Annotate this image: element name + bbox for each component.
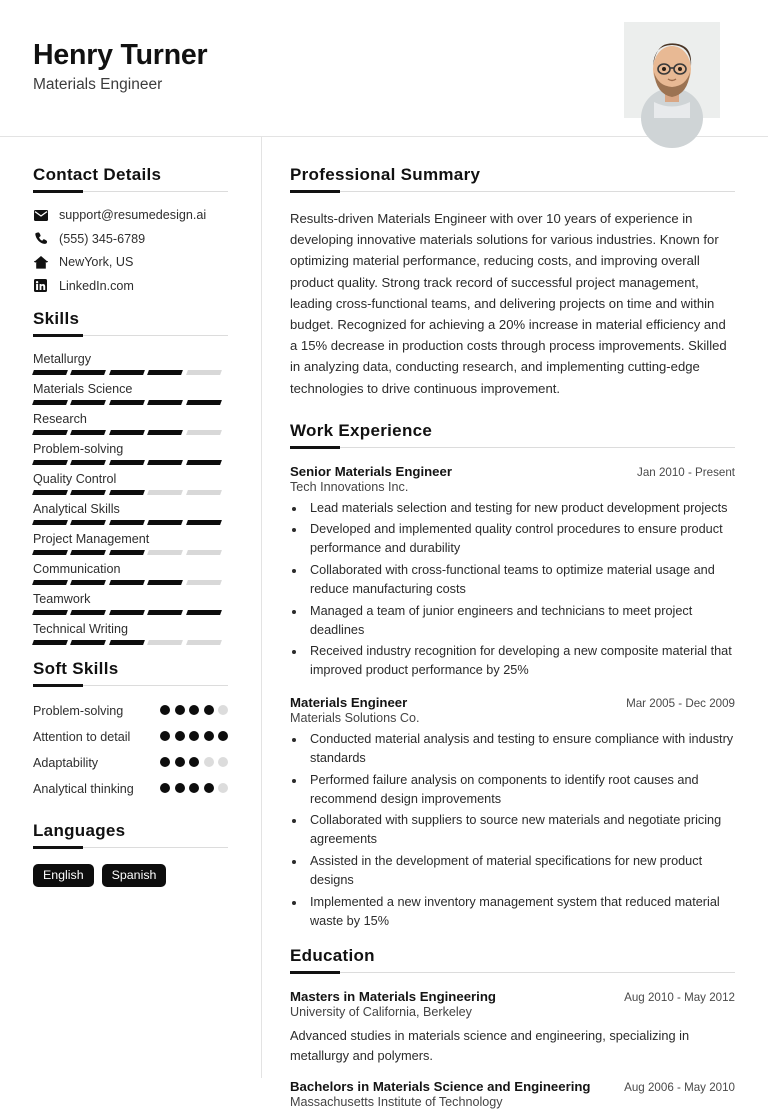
skill-level-bar bbox=[33, 550, 221, 555]
soft-skill-item bbox=[33, 780, 228, 798]
list-item: • Collaborated with cross-functional teams to optimize material usage and reduce manufacturing costs bbox=[306, 561, 735, 599]
section-divider bbox=[290, 972, 735, 973]
degree-title: Masters in Materials Engineering bbox=[290, 988, 496, 1004]
skill-segment bbox=[32, 550, 68, 555]
skill-label: Materials Science bbox=[33, 381, 133, 396]
soft-skill-item bbox=[33, 754, 228, 772]
skill-label: Teamwork bbox=[33, 591, 91, 606]
language-badge: Spanish bbox=[102, 864, 167, 887]
entry-header bbox=[290, 464, 735, 479]
skill-segment bbox=[109, 640, 145, 645]
contact-item-phone[interactable] bbox=[33, 232, 228, 246]
entry-header bbox=[290, 1079, 735, 1094]
soft-skill-rating bbox=[160, 728, 228, 741]
section-divider bbox=[290, 447, 735, 448]
skill-segment bbox=[32, 580, 68, 585]
phone-icon bbox=[33, 232, 48, 246]
section-title: Education bbox=[290, 945, 375, 965]
section-education bbox=[290, 946, 735, 1109]
skill-segment bbox=[186, 550, 222, 555]
list-item: • Collaborated with suppliers to source new materials and negotiate pricing agreements bbox=[306, 811, 735, 849]
rating-dot bbox=[218, 783, 228, 793]
rating-dot bbox=[160, 731, 170, 741]
skill-segment bbox=[70, 520, 106, 525]
skill-segment bbox=[109, 460, 145, 465]
envelope-icon bbox=[33, 208, 48, 222]
skill-segment bbox=[70, 610, 106, 615]
school-name: University of California, Berkeley bbox=[290, 1004, 472, 1019]
rating-dot bbox=[204, 757, 214, 767]
section-divider bbox=[33, 847, 228, 848]
rating-dot bbox=[218, 705, 228, 715]
skill-segment bbox=[186, 640, 222, 645]
skill-segment bbox=[147, 490, 183, 495]
skill-segment bbox=[32, 490, 68, 495]
skill-label: Analytical Skills bbox=[33, 501, 120, 516]
header-subtitle: Materials Engineer bbox=[33, 76, 163, 93]
skill-segment bbox=[186, 400, 222, 405]
rating-dot bbox=[175, 731, 185, 741]
rating-dot bbox=[175, 783, 185, 793]
page-title: Henry Turner bbox=[33, 39, 208, 71]
rating-dot bbox=[160, 705, 170, 715]
skill-segment bbox=[70, 490, 106, 495]
skill-segment bbox=[147, 610, 183, 615]
skill-segment bbox=[147, 370, 183, 375]
list-item: • Received industry recognition for developing a new composite material that improved product performance by 25% bbox=[306, 642, 735, 680]
list-item: • Managed a team of junior engineers and technicians to meet project deadlines bbox=[306, 602, 735, 640]
skill-segment bbox=[186, 580, 222, 585]
language-badge: English bbox=[33, 864, 94, 887]
resume-header bbox=[0, 0, 768, 137]
skill-level-bar bbox=[33, 460, 221, 465]
skill-segment bbox=[109, 550, 145, 555]
skill-level-bar bbox=[33, 520, 221, 525]
experience-entry bbox=[290, 695, 735, 930]
skill-segment bbox=[109, 580, 145, 585]
contact-list bbox=[33, 208, 228, 293]
skill-segment bbox=[147, 580, 183, 585]
skill-level-bar bbox=[33, 370, 221, 375]
skill-item bbox=[33, 592, 228, 615]
skill-level-bar bbox=[33, 430, 221, 435]
skill-segment bbox=[70, 550, 106, 555]
skill-level-bar bbox=[33, 400, 221, 405]
experience-entry bbox=[290, 464, 735, 680]
skill-segment bbox=[147, 640, 183, 645]
section-divider bbox=[33, 335, 228, 336]
rating-dot bbox=[204, 705, 214, 715]
skill-label: Technical Writing bbox=[33, 621, 128, 636]
skill-segment bbox=[109, 610, 145, 615]
skill-level-bar bbox=[33, 610, 221, 615]
section-professional-summary bbox=[290, 165, 735, 399]
skill-segment bbox=[109, 370, 145, 375]
rating-dot bbox=[204, 783, 214, 793]
skill-level-bar bbox=[33, 640, 221, 645]
linkedin-icon bbox=[33, 279, 48, 293]
skill-segment bbox=[32, 460, 68, 465]
skill-segment bbox=[109, 430, 145, 435]
rating-dot bbox=[204, 731, 214, 741]
contact-value: (555) 345-6789 bbox=[59, 231, 146, 246]
skill-segment bbox=[70, 640, 106, 645]
entry-header bbox=[290, 695, 735, 710]
degree-title: Bachelors in Materials Science and Engineering bbox=[290, 1079, 591, 1095]
degree-date-range: Aug 2010 - May 2012 bbox=[624, 990, 735, 1004]
rating-dot bbox=[218, 731, 228, 741]
skill-segment bbox=[32, 370, 68, 375]
company-name: Tech Innovations Inc. bbox=[290, 479, 409, 494]
languages-list bbox=[33, 864, 228, 887]
skill-item bbox=[33, 472, 228, 495]
list-item: • Performed failure analysis on components to identify root causes and recommend design improvements bbox=[306, 771, 735, 809]
degree-date-range: Aug 2006 - May 2010 bbox=[624, 1081, 735, 1095]
skill-segment bbox=[70, 430, 106, 435]
section-work-experience bbox=[290, 421, 735, 931]
soft-skill-label: Analytical thinking bbox=[33, 782, 134, 797]
skill-item bbox=[33, 412, 228, 435]
section-soft-skills bbox=[33, 659, 228, 799]
skill-segment bbox=[32, 400, 68, 405]
responsibility-list bbox=[306, 499, 735, 680]
list-item: • Implemented a new inventory management system that reduced material waste by 15% bbox=[306, 893, 735, 931]
school-name: Massachusetts Institute of Technology bbox=[290, 1095, 503, 1109]
skill-segment bbox=[70, 400, 106, 405]
list-item: • Developed and implemented quality control procedures to ensure product performance and durability bbox=[306, 520, 735, 558]
list-item: • Lead materials selection and testing for new product development projects bbox=[306, 499, 735, 518]
job-date-range: Jan 2010 - Present bbox=[637, 465, 735, 479]
skill-segment bbox=[147, 460, 183, 465]
skill-segment bbox=[147, 550, 183, 555]
home-icon bbox=[33, 255, 48, 269]
skill-segment bbox=[70, 580, 106, 585]
avatar bbox=[624, 22, 720, 118]
soft-skill-label: Adaptability bbox=[33, 756, 99, 770]
contact-item-email[interactable] bbox=[33, 208, 228, 222]
rating-dot bbox=[189, 783, 199, 793]
sidebar-column bbox=[0, 137, 262, 1078]
skill-segment bbox=[109, 490, 145, 495]
job-title: Materials Engineer bbox=[290, 695, 408, 711]
skill-item bbox=[33, 352, 228, 375]
rating-dot bbox=[175, 705, 185, 715]
skill-segment bbox=[32, 640, 68, 645]
skill-label: Communication bbox=[33, 561, 121, 576]
skill-segment bbox=[186, 490, 222, 495]
soft-skill-item bbox=[33, 728, 228, 746]
education-entry bbox=[290, 989, 735, 1066]
rating-dot bbox=[218, 757, 228, 767]
skill-item bbox=[33, 562, 228, 585]
list-item: • Conducted material analysis and testing to ensure compliance with industry standards bbox=[306, 730, 735, 768]
soft-skill-label: Attention to detail bbox=[33, 729, 131, 744]
experience-list bbox=[290, 464, 735, 931]
skill-segment bbox=[186, 610, 222, 615]
skill-segment bbox=[70, 370, 106, 375]
rating-dot bbox=[175, 757, 185, 767]
rating-dot bbox=[189, 731, 199, 741]
responsibility-list bbox=[306, 730, 735, 930]
skill-label: Project Management bbox=[33, 531, 150, 546]
section-title: Work Experience bbox=[290, 420, 433, 440]
skill-item bbox=[33, 532, 228, 555]
section-title: Languages bbox=[33, 820, 126, 840]
skill-segment bbox=[32, 430, 68, 435]
skill-level-bar bbox=[33, 580, 221, 585]
rating-dot bbox=[189, 705, 199, 715]
degree-description: Advanced studies in materials science and engineering, specializing in metallurgy and polymers. bbox=[290, 1027, 690, 1063]
rating-dot bbox=[160, 783, 170, 793]
section-divider bbox=[290, 191, 735, 192]
skill-segment bbox=[147, 520, 183, 525]
soft-skill-rating bbox=[160, 754, 228, 767]
contact-item-linkedin[interactable] bbox=[33, 279, 228, 293]
contact-value: LinkedIn.com bbox=[59, 278, 134, 293]
skill-segment bbox=[186, 370, 222, 375]
skill-segment bbox=[147, 400, 183, 405]
main-column bbox=[262, 137, 768, 1109]
skill-label: Problem-solving bbox=[33, 441, 124, 456]
contact-value: support@resumedesign.ai bbox=[59, 208, 207, 222]
skill-label: Metallurgy bbox=[33, 351, 92, 366]
skill-label: Research bbox=[33, 411, 87, 426]
skill-segment bbox=[70, 460, 106, 465]
section-title: Professional Summary bbox=[290, 165, 481, 184]
skill-segment bbox=[147, 430, 183, 435]
entry-header bbox=[290, 989, 735, 1004]
rating-dot bbox=[189, 757, 199, 767]
soft-skill-label: Problem-solving bbox=[33, 703, 124, 718]
skill-item bbox=[33, 382, 228, 405]
company-name: Materials Solutions Co. bbox=[290, 711, 420, 726]
skill-item bbox=[33, 502, 228, 525]
section-divider bbox=[33, 685, 228, 686]
skill-segment bbox=[32, 520, 68, 525]
education-entry bbox=[290, 1079, 735, 1109]
skill-label: Quality Control bbox=[33, 471, 117, 486]
list-item: • Assisted in the development of material specifications for new product designs bbox=[306, 852, 735, 890]
contact-value: NewYork, US bbox=[59, 255, 134, 269]
contact-item-location[interactable] bbox=[33, 255, 228, 269]
skills-list bbox=[33, 352, 228, 645]
skill-level-bar bbox=[33, 490, 221, 495]
job-date-range: Mar 2005 - Dec 2009 bbox=[626, 697, 735, 711]
soft-skill-item bbox=[33, 702, 228, 720]
section-languages bbox=[33, 821, 228, 887]
skill-item bbox=[33, 442, 228, 465]
section-skills bbox=[33, 309, 228, 645]
skill-item bbox=[33, 622, 228, 645]
rating-dot bbox=[160, 757, 170, 767]
soft-skills-list bbox=[33, 702, 228, 799]
resume-body bbox=[0, 137, 768, 1109]
job-title: Senior Materials Engineer bbox=[290, 463, 452, 479]
soft-skill-rating bbox=[160, 780, 228, 793]
skill-segment bbox=[32, 610, 68, 615]
education-list bbox=[290, 989, 735, 1109]
section-divider bbox=[33, 191, 228, 192]
summary-text: Results-driven Materials Engineer with over 10 years of experience in developing innovative materials solutions for various industries. Known for optimizing material performance, reducing costs, and improving overall product quality. Strong track record of successful project management, leading cross-functional teams, and delivering projects on time and within budget. Recognized for achieving a 20% increase in material efficiency and a 15% decrease in production costs through process improvements. Skilled in analyzing data, conducting research, and implementing cutting-edge technologies to drive continuous improvement. bbox=[290, 211, 727, 396]
skill-segment bbox=[186, 430, 222, 435]
skill-segment bbox=[109, 520, 145, 525]
skill-segment bbox=[186, 520, 222, 525]
section-contact-details bbox=[33, 165, 228, 293]
skill-segment bbox=[186, 460, 222, 465]
section-title: Contact Details bbox=[33, 165, 162, 184]
skill-segment bbox=[109, 400, 145, 405]
section-title: Soft Skills bbox=[33, 658, 119, 678]
soft-skill-rating bbox=[160, 702, 228, 715]
section-title: Skills bbox=[33, 308, 80, 328]
